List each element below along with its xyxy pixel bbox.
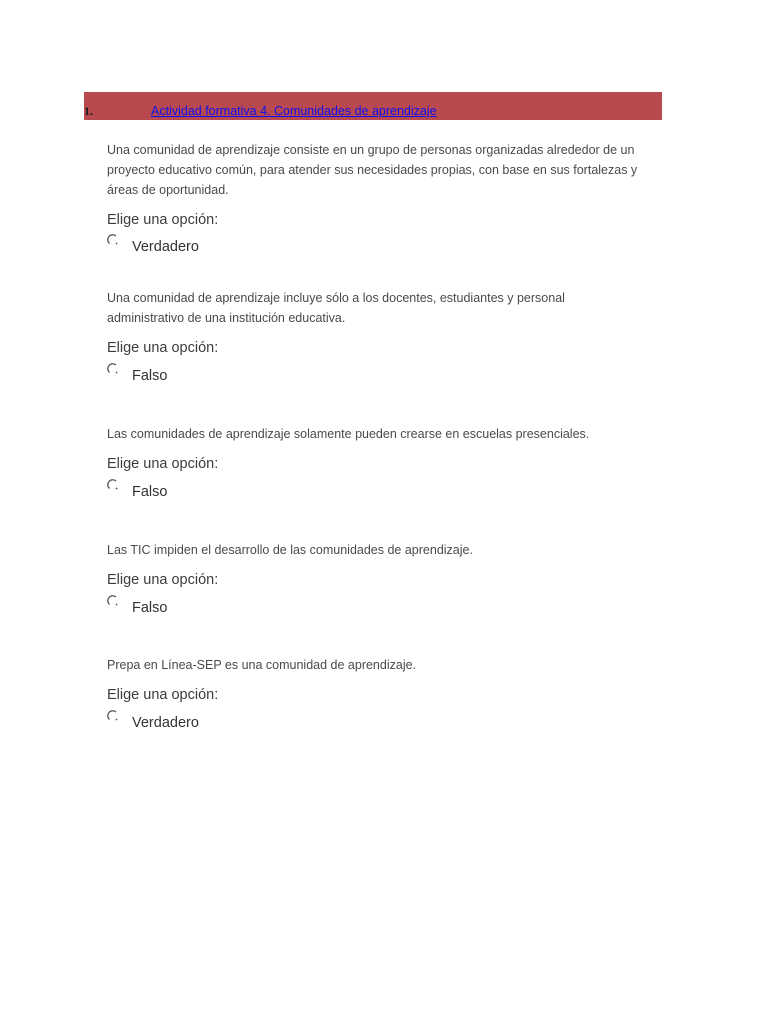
question-prompt: Elige una opción: — [107, 212, 219, 228]
question-prompt: Elige una opción: — [107, 340, 219, 356]
answer-label[interactable]: Verdadero — [132, 239, 199, 255]
question-4 — [107, 540, 667, 617]
answer-label[interactable]: Falso — [132, 600, 168, 616]
loading-radio-icon — [107, 362, 119, 376]
answer-option[interactable] — [107, 593, 667, 617]
activity-title-link[interactable]: Actividad formativa 4. Comunidades de aprendizaje — [151, 104, 437, 118]
question-1 — [107, 140, 667, 256]
question-text: Las comunidades de aprendizaje solamente pueden crearse en escuelas presenciales. — [107, 427, 590, 441]
activity-header-bar — [84, 92, 662, 120]
question-3 — [107, 424, 667, 501]
loading-radio-icon — [107, 233, 119, 247]
question-5 — [107, 655, 667, 732]
answer-label[interactable]: Falso — [132, 484, 168, 500]
question-text: Las TIC impiden el desarrollo de las comunidades de aprendizaje. — [107, 543, 473, 557]
answer-option[interactable] — [107, 708, 667, 732]
loading-radio-icon — [107, 594, 119, 608]
answer-option[interactable] — [107, 477, 667, 501]
question-text: Una comunidad de aprendizaje incluye sólo a los docentes, estudiantes y personal administrativo de una institución educativa. — [107, 291, 565, 325]
answer-label[interactable]: Verdadero — [132, 715, 199, 731]
answer-option[interactable] — [107, 232, 667, 256]
question-prompt: Elige una opción: — [107, 456, 219, 472]
activity-number: 1. — [84, 104, 93, 118]
question-2 — [107, 288, 667, 385]
answer-option[interactable] — [107, 361, 667, 385]
question-prompt: Elige una opción: — [107, 572, 219, 588]
loading-radio-icon — [107, 709, 119, 723]
question-prompt: Elige una opción: — [107, 687, 219, 703]
loading-radio-icon — [107, 478, 119, 492]
answer-label[interactable]: Falso — [132, 368, 168, 384]
question-text: Prepa en Línea-SEP es una comunidad de aprendizaje. — [107, 658, 417, 672]
question-text: Una comunidad de aprendizaje consiste en un grupo de personas organizadas alrededor de un proyecto educativo común, para atender sus necesidades propias, con base en sus fortalezas y áreas de oportunidad. — [107, 143, 638, 197]
